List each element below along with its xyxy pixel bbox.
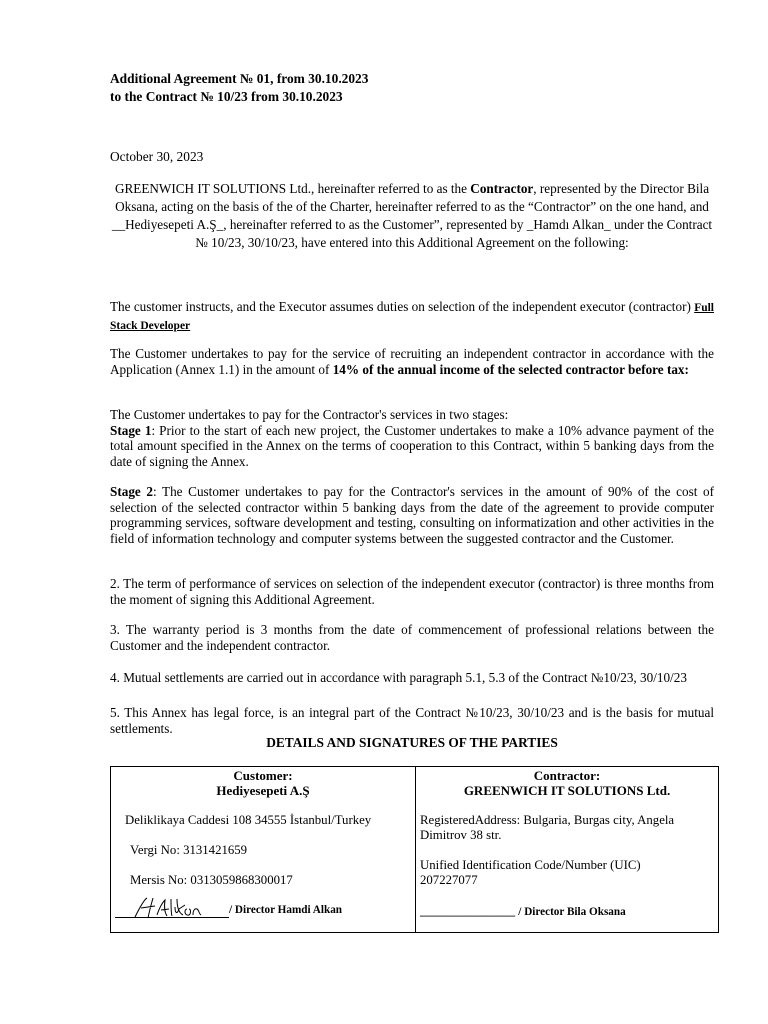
customer-signature-underline xyxy=(115,903,229,918)
customer-vergi: Vergi No: 3131421659 xyxy=(130,843,248,857)
item-4-settlements: 4. Mutual settlements are carried out in accordance with paragraph 5.1, 5.3 of the Contract №10/23, 30/10/23 xyxy=(110,670,687,685)
contractor-signature-line xyxy=(420,904,626,920)
intro-text-2: , represented by the Director Bila Oksana, acting on the basis of the of the Charter, hereinafter referred to as the “Contractor” on the one hand, and __Hediyesepeti A.Ş_, hereinafter referred to as the Customer”, represented by _Hamdı Alkan_ under the Contract № 10/23, 30/10/23, have entered into this Additional Agreement on the following: xyxy=(111,181,713,250)
header-line-1: Additional Agreement № 01, from 30.10.2023 xyxy=(110,71,369,86)
contractor-sign-underscores: _________________ xyxy=(420,906,516,918)
contractor-uic-number: 207227077 xyxy=(420,873,478,887)
customer-name: Hediyesepeti A.Ş xyxy=(216,783,310,798)
position-title: Full Stack Developer xyxy=(110,302,714,332)
stage-2-text: : The Customer undertakes to pay for the Contractor's services in the amount of 90% of the cost of selection of the selected contractor within 5 banking days from the date of the agreement to provide computer programming services, software development and testing, consulting on informatization and other activities in the field of information technology and computer systems between the suggested contractor and the Customer. xyxy=(110,484,714,546)
intro-paragraph xyxy=(110,180,714,252)
stage-2-label: Stage 2 xyxy=(110,484,153,499)
customer-signature-image xyxy=(131,895,221,921)
contractor-label: Contractor: xyxy=(533,768,601,783)
contractor-uic-block xyxy=(420,858,712,888)
parties-table xyxy=(110,766,719,933)
paragraph-payment-amount xyxy=(110,346,714,377)
intro-contractor-bold: Contractor xyxy=(470,181,534,196)
customer-address: Deliklikaya Caddesi 108 34555 İstanbul/Turkey xyxy=(125,813,372,827)
customer-signature-line xyxy=(115,902,342,918)
customer-label: Customer: xyxy=(233,768,293,783)
contractor-sign-title: / Director Bila Oksana xyxy=(518,906,626,918)
paragraph-instruction xyxy=(110,299,714,334)
paragraph-stage-2 xyxy=(110,484,714,546)
customer-cell xyxy=(111,767,416,933)
stages-intro: The Customer undertakes to pay for the Contractor's services in two stages: xyxy=(110,407,509,422)
customer-mersis: Mersis No: 0313059868300017 xyxy=(130,873,293,887)
item-5-legal-force: 5. This Annex has legal force, is an integral part of the Contract №10/23, 30/10/23 and is the basis for mutual settlements. xyxy=(110,705,714,736)
paragraph-stage-1 xyxy=(110,407,714,469)
contractor-cell xyxy=(416,767,719,933)
contractor-uic-label: Unified Identification Code/Number (UIC) xyxy=(420,858,641,872)
intro-text-1: GREENWICH IT SOLUTIONS Ltd., hereinafter referred to as the xyxy=(114,181,471,196)
agreement-date: October 30, 2023 xyxy=(110,149,204,164)
header-line-2: to the Contract № 10/23 from 30.10.2023 xyxy=(110,89,343,104)
instruction-text: The customer instructs, and the Executor assumes duties on selection of the independent executor (contractor) xyxy=(110,299,695,314)
payment-amount-text: The Customer undertakes to pay for the service of recruiting an independent contractor in accordance with the Application (Annex 1.1) in the amount of xyxy=(110,346,714,377)
contractor-address: RegisteredAddress: Bulgaria, Burgas city, Angela Dimitrov 38 str. xyxy=(420,813,675,842)
stage-1-label: Stage 1 xyxy=(110,422,152,438)
payment-amount-bold: 14% of the annual income of the selected contractor before tax: xyxy=(332,361,689,377)
details-heading: DETAILS AND SIGNATURES OF THE PARTIES xyxy=(266,735,558,750)
contractor-name: GREENWICH IT SOLUTIONS Ltd. xyxy=(463,783,671,798)
agreement-header xyxy=(110,70,368,106)
item-3-warranty: 3. The warranty period is 3 months from the date of commencement of professional relations between the Customer and the independent contractor. xyxy=(110,622,714,653)
stage-1-text: : Prior to the start of each new project, the Customer undertakes to make a 10% advance payment of the total amount specified in the Annex on the terms of cooperation to this Contract, within 5 banking days from the date of signing the Annex. xyxy=(110,422,714,469)
item-2-term: 2. The term of performance of services on selection of the independent executor (contractor) is three months from the moment of signing this Additional Agreement. xyxy=(110,576,714,607)
customer-sign-title: / Director Hamdi Alkan xyxy=(229,904,343,916)
